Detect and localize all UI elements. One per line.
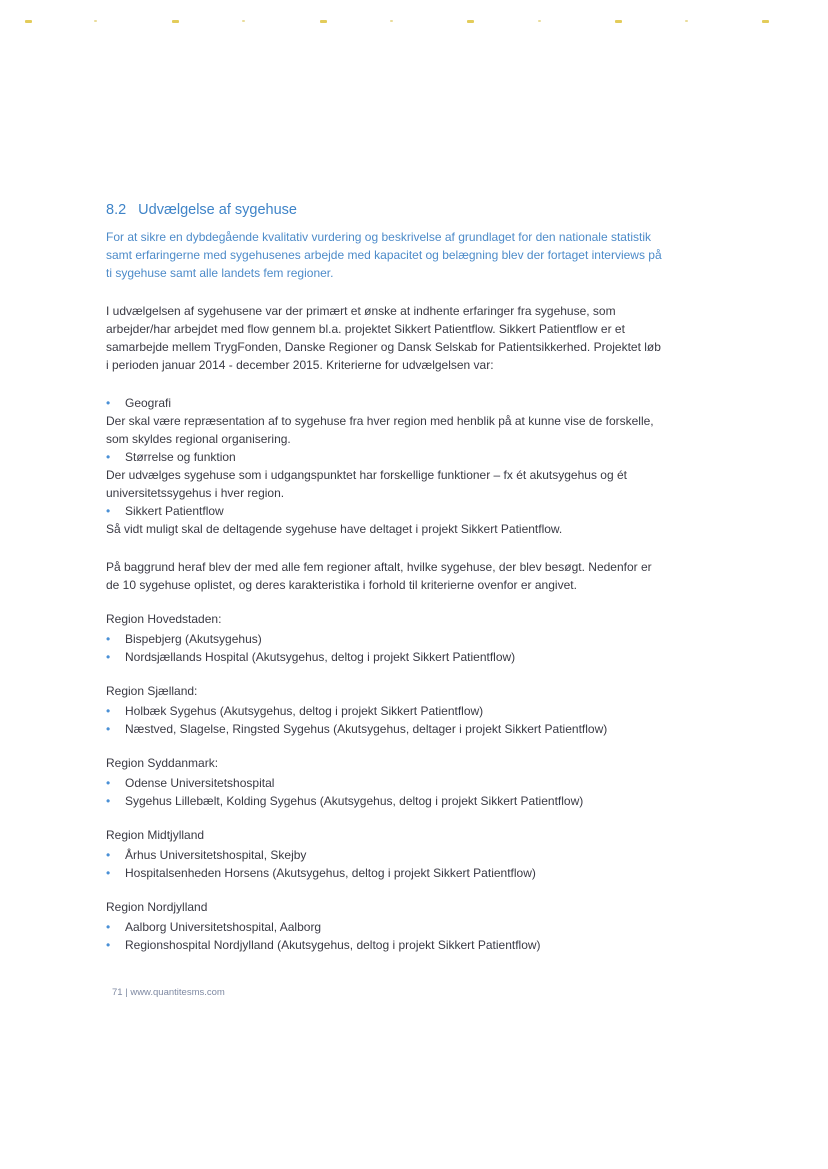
criterion-size-function bbox=[106, 448, 666, 466]
selection-paragraph: I udvælgelsen af sygehusene var der primært et ønske at indhente erfaringer fra sygehuse, som arbejder/har arbejdet med flow gennem bl.a. projektet Sikkert Patientflow. Sikkert Patientflow er et samarbejde mellem TrygFonden, Danske Regioner og Dansk Selskab for Patientsikkerhed. Projektet løb i perioden januar 2014 - december 2015. Kriterierne for udvælgelsen var: bbox=[106, 304, 661, 372]
criterion-text: Der udvælges sygehuse som i udgangspunktet har forskellige funktioner – fx ét akutsygehus og ét universitetssygehus i hver region. bbox=[106, 468, 627, 500]
region-title: Region Hovedstaden: bbox=[106, 612, 222, 626]
section-title: Udvælgelse af sygehuse bbox=[138, 202, 297, 218]
region-title: Region Midtjylland bbox=[106, 828, 205, 842]
region-hovedstaden bbox=[106, 610, 666, 666]
footer-url: www.quantitesms.com bbox=[130, 987, 225, 998]
hospital-item bbox=[106, 918, 666, 936]
agreement-paragraph: På baggrund heraf blev der med alle fem regioner aftalt, hvilke sygehuse, der blev besøgt. Nedenfor er de 10 sygehuse oplistet, og deres karakteristika i forhold til kriterierne ovenfor er angivet. bbox=[106, 560, 652, 592]
criterion-patientflow bbox=[106, 502, 666, 520]
bullet-icon: • bbox=[106, 938, 111, 952]
header-mark bbox=[538, 20, 541, 22]
hospital-name: Århus Universitetshospital, Skejby bbox=[125, 848, 307, 862]
criterion-text: Der skal være repræsentation af to sygehuse fra hver region med henblik på at kunne vise de forskelle, som skyldes regional organisering. bbox=[106, 414, 654, 446]
hospital-item bbox=[106, 720, 666, 738]
bullet-icon: • bbox=[106, 776, 111, 790]
footer-separator: | bbox=[125, 987, 128, 998]
criterion-label: Størrelse og funktion bbox=[125, 450, 236, 464]
region-title: Region Nordjylland bbox=[106, 900, 208, 914]
hospital-item bbox=[106, 630, 666, 648]
bullet-icon: • bbox=[106, 450, 111, 464]
region-midtjylland bbox=[106, 826, 666, 882]
criterion-label: Sikkert Patientflow bbox=[125, 504, 224, 518]
region-nordjylland bbox=[106, 898, 666, 954]
section-number: 8.2 bbox=[106, 202, 127, 218]
hospital-name: Nordsjællands Hospital (Akutsygehus, deltog i projekt Sikkert Patientflow) bbox=[125, 650, 516, 664]
header-mark bbox=[172, 20, 179, 23]
hospital-item bbox=[106, 648, 666, 666]
hospital-item bbox=[106, 702, 666, 720]
hospital-item bbox=[106, 936, 666, 954]
bullet-icon: • bbox=[106, 848, 111, 862]
bullet-icon: • bbox=[106, 632, 111, 646]
bullet-icon: • bbox=[106, 704, 111, 718]
bullet-icon: • bbox=[106, 396, 111, 410]
header-mark bbox=[94, 20, 97, 22]
page-number: 71 bbox=[112, 987, 123, 998]
hospital-name: Næstved, Slagelse, Ringsted Sygehus (Akutsygehus, deltager i projekt Sikkert Patientflow) bbox=[125, 722, 608, 736]
header-mark bbox=[615, 20, 622, 23]
bullet-icon: • bbox=[106, 650, 111, 664]
criteria-list bbox=[106, 394, 666, 538]
hospital-item bbox=[106, 774, 666, 792]
intro-paragraph: For at sikre en dybdegående kvalitativ vurdering og beskrivelse af grundlaget for den nationale statistik samt erfaringerne med sygehusenes arbejde med kapacitet og belægning blev der fortaget interviews på ti sygehuse samt alle landets fem regioner. bbox=[106, 230, 662, 280]
header-mark bbox=[320, 20, 327, 23]
header-decoration bbox=[0, 18, 828, 26]
header-mark bbox=[242, 20, 245, 22]
hospital-item bbox=[106, 792, 666, 810]
criterion-geografi bbox=[106, 394, 666, 412]
header-mark bbox=[25, 20, 32, 23]
hospital-item bbox=[106, 864, 666, 882]
bullet-icon: • bbox=[106, 920, 111, 934]
region-title: Region Syddanmark: bbox=[106, 756, 219, 770]
document-body bbox=[106, 201, 666, 954]
header-mark bbox=[685, 20, 688, 22]
criterion-text: Så vidt muligt skal de deltagende sygehuse have deltaget i projekt Sikkert Patientflow. bbox=[106, 522, 563, 536]
hospital-name: Aalborg Universitetshospital, Aalborg bbox=[125, 920, 322, 934]
hospital-name: Holbæk Sygehus (Akutsygehus, deltog i projekt Sikkert Patientflow) bbox=[125, 704, 484, 718]
hospital-name: Sygehus Lillebælt, Kolding Sygehus (Akutsygehus, deltog i projekt Sikkert Patientflow) bbox=[125, 794, 584, 808]
hospital-name: Regionshospital Nordjylland (Akutsygehus, deltog i projekt Sikkert Patientflow) bbox=[125, 938, 541, 952]
criterion-label: Geografi bbox=[125, 396, 172, 410]
hospital-name: Odense Universitetshospital bbox=[125, 776, 275, 790]
region-syddanmark bbox=[106, 754, 666, 810]
bullet-icon: • bbox=[106, 794, 111, 808]
header-mark bbox=[762, 20, 769, 23]
bullet-icon: • bbox=[106, 722, 111, 736]
bullet-icon: • bbox=[106, 866, 111, 880]
region-sjaelland bbox=[106, 682, 666, 738]
hospital-name: Bispebjerg (Akutsygehus) bbox=[125, 632, 262, 646]
header-mark bbox=[390, 20, 393, 22]
hospital-item bbox=[106, 846, 666, 864]
page-footer bbox=[112, 987, 225, 998]
bullet-icon: • bbox=[106, 504, 111, 518]
header-mark bbox=[467, 20, 474, 23]
section-heading bbox=[106, 201, 666, 219]
hospital-name: Hospitalsenheden Horsens (Akutsygehus, deltog i projekt Sikkert Patientflow) bbox=[125, 866, 536, 880]
region-title: Region Sjælland: bbox=[106, 684, 198, 698]
